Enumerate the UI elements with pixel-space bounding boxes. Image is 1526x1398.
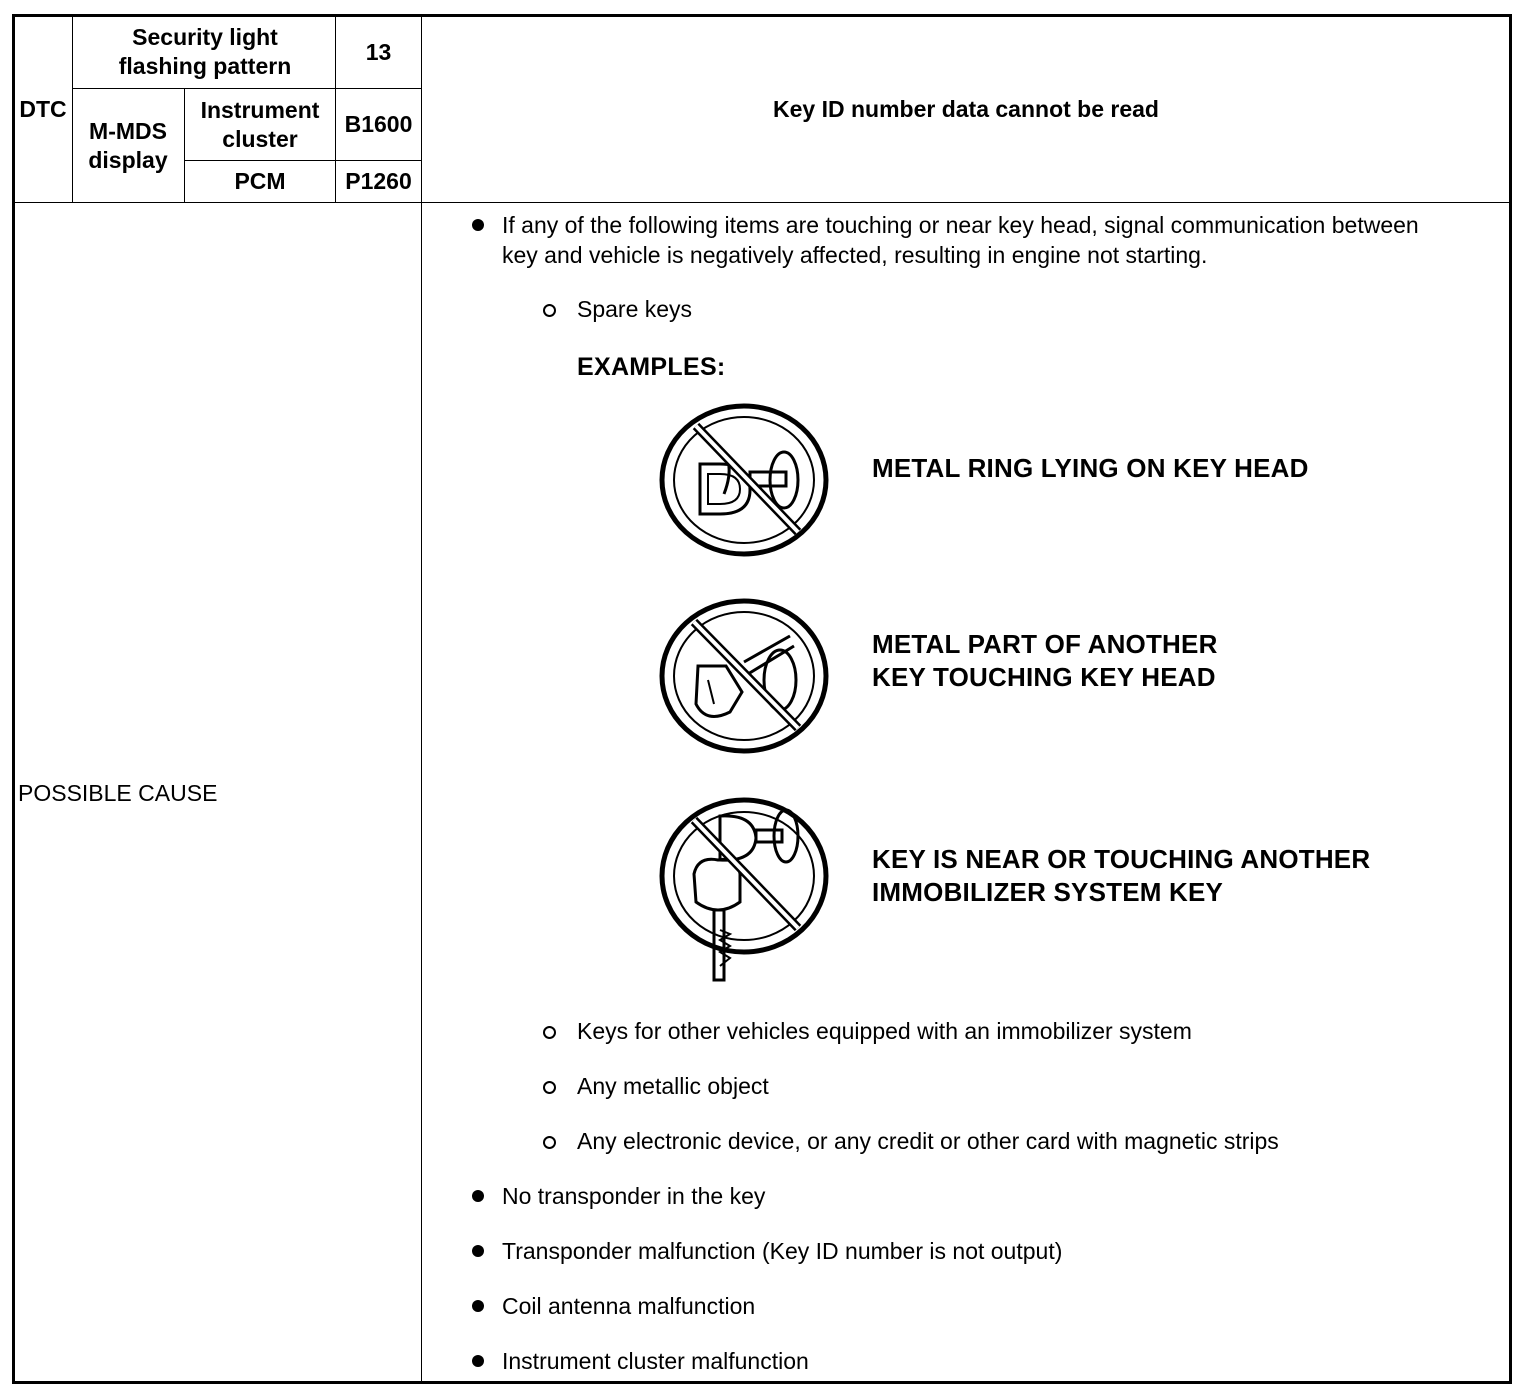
sub-item-spare-keys: Spare keys (577, 296, 693, 322)
bullet-icon (472, 1300, 484, 1312)
security-light-value: 13 (365, 38, 392, 65)
page-title: Key ID number data cannot be read (773, 95, 1159, 122)
list-item: Instrument cluster malfunction (502, 1348, 809, 1374)
example-text: METAL PART OF ANOTHER KEY TOUCHING KEY HEAD (872, 629, 1218, 692)
bullet-icon (472, 1190, 484, 1202)
col-divider (72, 16, 73, 202)
bullet-icon (472, 1355, 484, 1367)
instrument-cluster-code: B1600 (344, 111, 413, 137)
row-divider (14, 202, 1510, 203)
list-item: Transponder malfunction (Key ID number is not output) (502, 1238, 1063, 1264)
mmds-label: M-MDS display (88, 117, 168, 173)
dtc-label: DTC (19, 95, 67, 122)
pcm-code: P1260 (345, 168, 412, 194)
bullet-icon (472, 219, 484, 231)
example-text: METAL RING LYING ON KEY HEAD (872, 453, 1309, 483)
intro-text: If any of the following items are touching or near key head, signal communication between key and vehicle is negatively affected, resulting in engine not starting. (502, 212, 1419, 268)
sub-bullet-icon (543, 1081, 556, 1094)
no-other-key-icon (658, 596, 832, 756)
sub-bullet-icon (543, 304, 556, 317)
no-metal-ring-icon (658, 402, 832, 560)
security-light-label: Security light flashing pattern (118, 24, 292, 79)
bullet-icon (472, 1245, 484, 1257)
example-text: KEY IS NEAR OR TOUCHING ANOTHER IMMOBILIZER SYSTEM KEY (872, 844, 1371, 907)
sub-bullet-icon (543, 1136, 556, 1149)
instrument-cluster-label: Instrument cluster (200, 96, 320, 152)
sub-item: Keys for other vehicles equipped with an immobilizer system (577, 1018, 1192, 1044)
pcm-label: PCM (234, 168, 286, 194)
sub-item: Any metallic object (577, 1073, 769, 1099)
examples-heading: EXAMPLES: (577, 353, 726, 381)
col-divider (421, 16, 422, 1382)
sub-bullet-icon (543, 1026, 556, 1039)
list-item: Coil antenna malfunction (502, 1293, 756, 1319)
no-immobilizer-key-icon (658, 790, 832, 986)
sub-item: Any electronic device, or any credit or other card with magnetic strips (577, 1128, 1279, 1154)
possible-cause-label: POSSIBLE CAUSE (18, 780, 218, 806)
list-item: No transponder in the key (502, 1183, 766, 1209)
